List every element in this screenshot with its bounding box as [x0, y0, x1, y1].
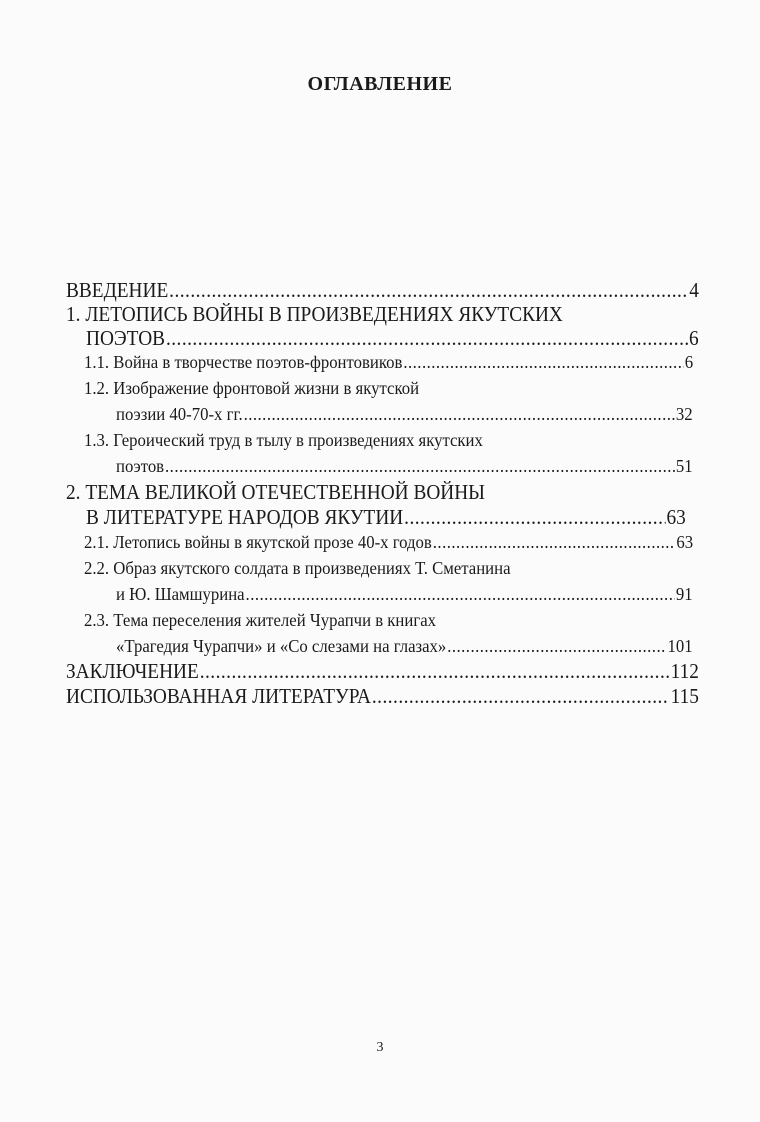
toc-entry-conclusion[interactable]	[66, 659, 699, 684]
toc-entry-title: 1.2. Изображение фронтовой жизни в якутской	[84, 378, 420, 398]
toc-page-number: 6	[689, 326, 699, 350]
toc-page-number: 63	[676, 532, 694, 552]
toc-entry-title: ИСПОЛЬЗОВАННАЯ ЛИТЕРАТУРА	[66, 684, 371, 708]
toc-page-number: 115	[670, 684, 699, 708]
leader-dots	[165, 456, 675, 477]
toc-entry-1-3-cont[interactable]	[116, 456, 693, 477]
leader-dots	[246, 584, 675, 605]
toc-entry-references[interactable]	[66, 684, 699, 709]
toc-entry-title: поэтов	[116, 456, 165, 476]
leader-dots	[244, 404, 675, 425]
toc-entry-title: 2.3. Тема переселения жителей Чурапчи в книгах	[84, 610, 437, 630]
leader-dots	[433, 532, 676, 553]
toc-page-number: 91	[675, 584, 693, 604]
toc-entry-1-2[interactable]	[84, 378, 693, 399]
leader-dots	[372, 684, 670, 709]
leader-dots	[169, 278, 688, 303]
toc-page-number: 4	[689, 278, 699, 302]
toc-page-number: 63	[666, 505, 686, 529]
toc-entry-title: ПОЭТОВ	[86, 326, 166, 350]
toc-entry-title: В ЛИТЕРАТУРЕ НАРОДОВ ЯКУТИИ	[86, 505, 404, 529]
toc-entry-chapter-2-cont[interactable]	[86, 505, 686, 530]
toc-page-number: 51	[675, 456, 693, 476]
toc-entry-2-1[interactable]	[84, 532, 693, 553]
toc-entry-title: 1. ЛЕТОПИСЬ ВОЙНЫ В ПРОИЗВЕДЕНИЯХ ЯКУТСКИХ	[66, 302, 563, 326]
toc-page-number: 112	[670, 659, 699, 683]
leader-dots	[166, 326, 688, 351]
toc-entry-introduction[interactable]	[66, 278, 699, 303]
toc-entry-title: и Ю. Шамшурина	[116, 584, 245, 604]
toc-entry-chapter-2[interactable]	[66, 480, 699, 505]
toc-entry-1-2-cont[interactable]	[116, 404, 693, 425]
toc-entry-1-3[interactable]	[84, 430, 693, 451]
toc-page-number: 6	[684, 352, 694, 372]
toc-entry-chapter-1[interactable]	[66, 302, 699, 327]
leader-dots	[404, 505, 665, 530]
toc-entry-title: 2.2. Образ якутского солдата в произведениях Т. Сметанина	[84, 558, 511, 578]
toc-entry-1-1[interactable]	[84, 352, 693, 373]
toc-entry-title: 1.3. Героический труд в тылу в произведениях якутских	[84, 430, 483, 450]
toc-page-number: 101	[667, 636, 693, 656]
toc-entry-title: «Трагедия Чурапчи» и «Со слезами на глазах»	[116, 636, 447, 656]
toc-entry-2-2-cont[interactable]	[116, 584, 693, 605]
leader-dots	[403, 352, 684, 373]
toc-entry-2-3-cont[interactable]	[116, 636, 693, 657]
toc-entry-title: поэзии 40-70-х гг.	[116, 404, 243, 424]
toc-entry-title: 2.1. Летопись войны в якутской прозе 40-х годов	[84, 532, 432, 552]
leader-dots	[447, 636, 666, 657]
toc-entry-chapter-1-cont[interactable]	[86, 326, 699, 351]
toc-page-number: 32	[675, 404, 693, 424]
page-title: ОГЛАВЛЕНИЕ	[307, 73, 453, 95]
toc-entry-title: 2. ТЕМА ВЕЛИКОЙ ОТЕЧЕСТВЕННОЙ ВОЙНЫ	[66, 480, 486, 504]
page-number: 3	[376, 1040, 384, 1055]
leader-dots	[200, 659, 670, 684]
toc-entry-2-2[interactable]	[84, 558, 693, 579]
toc-entry-2-3[interactable]	[84, 610, 693, 631]
toc-entry-title: ВВЕДЕНИЕ	[66, 278, 169, 302]
toc-entry-title: ЗАКЛЮЧЕНИЕ	[66, 659, 199, 683]
toc-entry-title: 1.1. Война в творчестве поэтов-фронтовиков	[84, 352, 403, 372]
